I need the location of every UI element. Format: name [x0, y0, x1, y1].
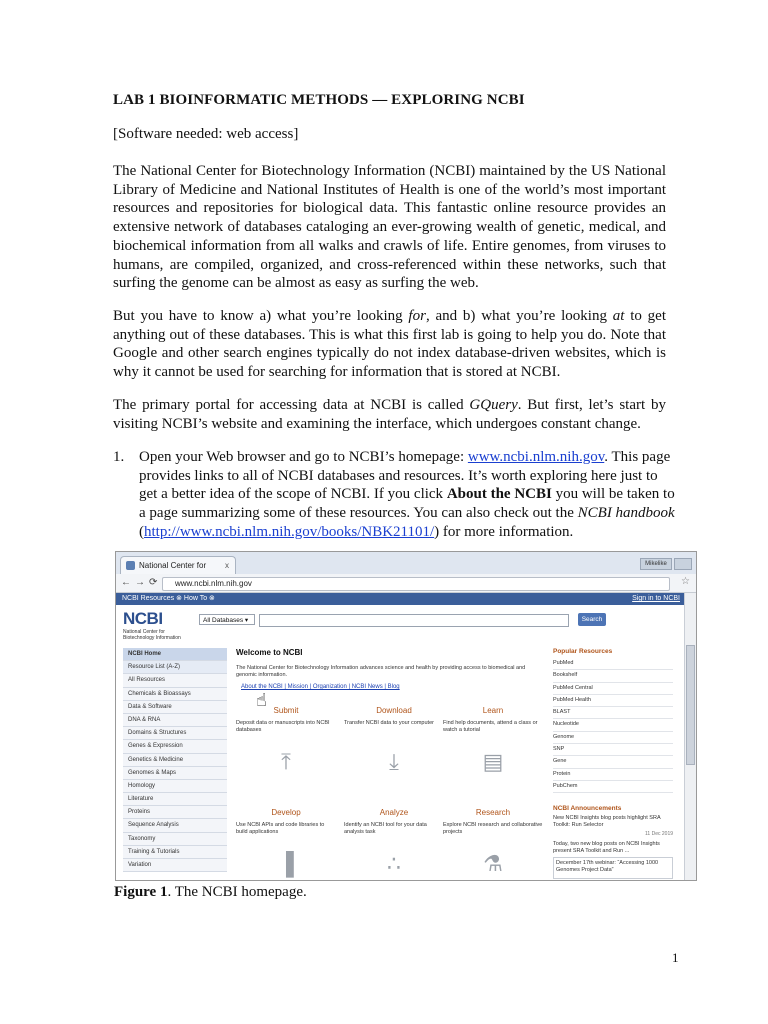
- search-button[interactable]: Search: [578, 613, 606, 626]
- announcement-2[interactable]: Today, two new blog posts on NCBI Insights present SRA Toolkit and Run ...: [553, 841, 660, 854]
- ncbi-top-bar: [116, 593, 686, 605]
- second-paragraph: But you have to know a) what you’re looking for, and b) what you’re looking at to get anything out of these databases. This is what this first lab is going to help you do. Note that Google and other search engines typically do not index database-driven websites, which is why it cannot be used for searching for information that is stored at NCBI.: [113, 308, 667, 381]
- left-nav-item[interactable]: NCBI Home: [123, 648, 227, 661]
- popular-list: [553, 658, 673, 793]
- bookmark-star-icon[interactable]: ☆: [681, 576, 690, 587]
- left-nav-item[interactable]: All Resources: [123, 674, 227, 687]
- popular-resource-link[interactable]: PubMed Health: [553, 695, 673, 707]
- sign-in-link[interactable]: Sign in to NCBI: [632, 595, 680, 602]
- intro-paragraph: The National Center for Biotechnology Information (NCBI) maintained by the US National Library of Medicine and National Institutes of Health is one of the world’s most important resources and repositories for biological data. This fantastic online resource provides an extensive network of databases cataloging an ever-growing wealth of genetic, medical, and biochemical information from all walks and crawls of life. Entire genomes, from viruses to humans, are compiled, organized, and cross-referenced within these networks, such that surfing the genome can be almost as easy as surfing the web.: [113, 163, 666, 292]
- feature-heading[interactable]: Analyze: [379, 808, 409, 817]
- address-bar: [116, 574, 696, 593]
- window-controls-icon[interactable]: [674, 558, 692, 570]
- feature-description: Identify an NCBI tool for your data analysis task: [344, 822, 427, 835]
- feature-icon[interactable]: ∴: [387, 851, 401, 876]
- about-ncbi-emphasis: About the NCBI: [446, 486, 552, 503]
- popular-resource-link[interactable]: PubMed: [553, 658, 673, 670]
- announcement-3[interactable]: December 17th webinar: “Accessing 1000 Genomes Project Data”: [556, 860, 659, 873]
- left-nav-item[interactable]: Domains & Structures: [123, 727, 227, 740]
- announcements: [553, 805, 673, 881]
- feature-column[interactable]: [236, 809, 336, 876]
- popular-resources: [553, 648, 673, 793]
- feature-icon[interactable]: ▐: [278, 851, 294, 876]
- database-select[interactable]: All Databases ▾: [199, 614, 255, 625]
- feature-icon[interactable]: ⤒: [281, 749, 291, 774]
- announcement-1[interactable]: New NCBI Insights blog posts highlight SRA Toolkit: Run Selector: [553, 815, 661, 828]
- left-nav-item[interactable]: Variation: [123, 859, 227, 872]
- url-input[interactable]: www.ncbi.nlm.nih.gov: [162, 577, 670, 591]
- popular-resource-link[interactable]: PubMed Central: [553, 683, 673, 695]
- popular-resource-link[interactable]: Protein: [553, 769, 673, 781]
- left-nav-item[interactable]: Sequence Analysis: [123, 819, 227, 832]
- feature-description: Find help documents, attend a class or watch a tutorial: [443, 720, 538, 733]
- popular-resource-link[interactable]: Nucleotide: [553, 719, 673, 731]
- list-item-text: Open your Web browser and go to NCBI’s homepage: www.ncbi.nlm.nih.gov. This page provides links to all of NCBI databases and resources. It’s worth exploring here just to get a better idea of the scope of NCBI. If you click About the NCBI you will be taken to a page summarizing some of these resources. You can also check out the NCBI handbook (http://www.ncbi.nlm.nih.gov/books/NBK21101/) for more information.: [139, 449, 675, 540]
- lab-title: LAB 1 BIOINFORMATIC METHODS — EXPLORING NCBI: [113, 92, 525, 108]
- left-nav-item[interactable]: Taxonomy: [123, 833, 227, 846]
- welcome-intro: The National Center for Biotechnology Information advances science and health by providing access to biomedical and genomic information.: [236, 665, 526, 678]
- feature-heading[interactable]: Download: [376, 706, 412, 715]
- feature-description: Use NCBI APIs and code libraries to build applications: [236, 822, 325, 835]
- list-number: 1.: [113, 449, 125, 465]
- left-nav-item[interactable]: Chemicals & Bioassays: [123, 688, 227, 701]
- logo-subtitle: National Center for Biotechnology Information: [123, 629, 181, 641]
- ncbi-handbook-link[interactable]: http://www.ncbi.nlm.nih.gov/books/NBK21101/: [144, 523, 435, 540]
- page-scrollbar[interactable]: [684, 593, 696, 880]
- feature-column[interactable]: [344, 809, 444, 876]
- ncbi-favicon-icon: [126, 561, 135, 570]
- feature-heading[interactable]: Submit: [273, 706, 299, 715]
- browser-tab-strip: [116, 552, 696, 575]
- announcement-date: 11 Dec 2019: [645, 831, 673, 837]
- browser-tab[interactable]: [120, 556, 236, 574]
- feature-heading[interactable]: Research: [475, 808, 511, 817]
- popular-heading: Popular Resources: [553, 648, 613, 655]
- page-number: 1: [672, 950, 679, 965]
- ncbi-logo[interactable]: [123, 609, 183, 641]
- feature-description: Transfer NCBI data to your computer: [344, 720, 434, 726]
- feature-icon[interactable]: ▤: [482, 749, 504, 774]
- search-input[interactable]: [259, 614, 569, 627]
- scroll-thumb[interactable]: [686, 645, 695, 765]
- popular-resource-link[interactable]: PubChem: [553, 781, 673, 793]
- profile-button[interactable]: Mikelike: [640, 558, 672, 570]
- popular-resource-link[interactable]: BLAST: [553, 707, 673, 719]
- feature-column[interactable]: [443, 707, 543, 774]
- tab-close-icon[interactable]: x: [225, 561, 229, 570]
- left-nav-item[interactable]: Genomes & Maps: [123, 767, 227, 780]
- left-nav-item[interactable]: Genetics & Medicine: [123, 754, 227, 767]
- announcements-heading: NCBI Announcements: [553, 805, 622, 812]
- feature-description: Explore NCBI research and collaborative projects: [443, 822, 543, 835]
- feature-column[interactable]: [443, 809, 543, 876]
- welcome-heading: Welcome to NCBI: [236, 648, 303, 657]
- ncbi-homepage-screenshot: [115, 551, 697, 881]
- popular-resource-link[interactable]: Bookshelf: [553, 670, 673, 682]
- left-nav-item[interactable]: Homology: [123, 780, 227, 793]
- tab-title: National Center for: [139, 561, 207, 570]
- feature-column[interactable]: [344, 707, 444, 774]
- left-nav-item[interactable]: Proteins: [123, 806, 227, 819]
- left-nav-item[interactable]: DNA & RNA: [123, 714, 227, 727]
- left-nav-item[interactable]: Data & Software: [123, 701, 227, 714]
- nav-arrows-icon[interactable]: ←→⟳: [121, 577, 162, 588]
- resources-menu[interactable]: NCBI Resources ⊗ How To ⊗: [122, 595, 215, 602]
- popular-resource-link[interactable]: Gene: [553, 756, 673, 768]
- ncbi-homepage-link[interactable]: www.ncbi.nlm.nih.gov: [467, 449, 605, 465]
- feature-heading[interactable]: Develop: [271, 808, 301, 817]
- left-nav-item[interactable]: Genes & Expression: [123, 740, 227, 753]
- feature-heading[interactable]: Learn: [482, 706, 504, 715]
- figure-caption: Figure 1. The NCBI homepage.: [114, 884, 307, 900]
- logo-text: NCBI: [123, 609, 163, 628]
- hand-cursor-icon: ☝: [256, 690, 267, 710]
- software-note: [Software needed: web access]: [113, 126, 299, 142]
- third-paragraph: The primary portal for accessing data at NCBI is called GQuery. But first, let’s start by visiting NCBI’s website and examining the interface, which undergoes constant change.: [113, 397, 666, 432]
- popular-resource-link[interactable]: SNP: [553, 744, 673, 756]
- left-nav-item[interactable]: Training & Tutorials: [123, 846, 227, 859]
- left-nav-item[interactable]: Literature: [123, 793, 227, 806]
- about-links[interactable]: About the NCBI | Mission | Organization | NCBI News | Blog: [241, 684, 400, 690]
- feature-icon[interactable]: ⚗: [483, 851, 503, 876]
- feature-description: Deposit data or manuscripts into NCBI databases: [236, 720, 330, 733]
- feature-column[interactable]: [236, 707, 336, 774]
- popular-resource-link[interactable]: Genome: [553, 732, 673, 744]
- left-navigation: [123, 648, 227, 872]
- feature-icon[interactable]: ⤓: [389, 749, 399, 774]
- left-nav-item[interactable]: Resource List (A-Z): [123, 661, 227, 674]
